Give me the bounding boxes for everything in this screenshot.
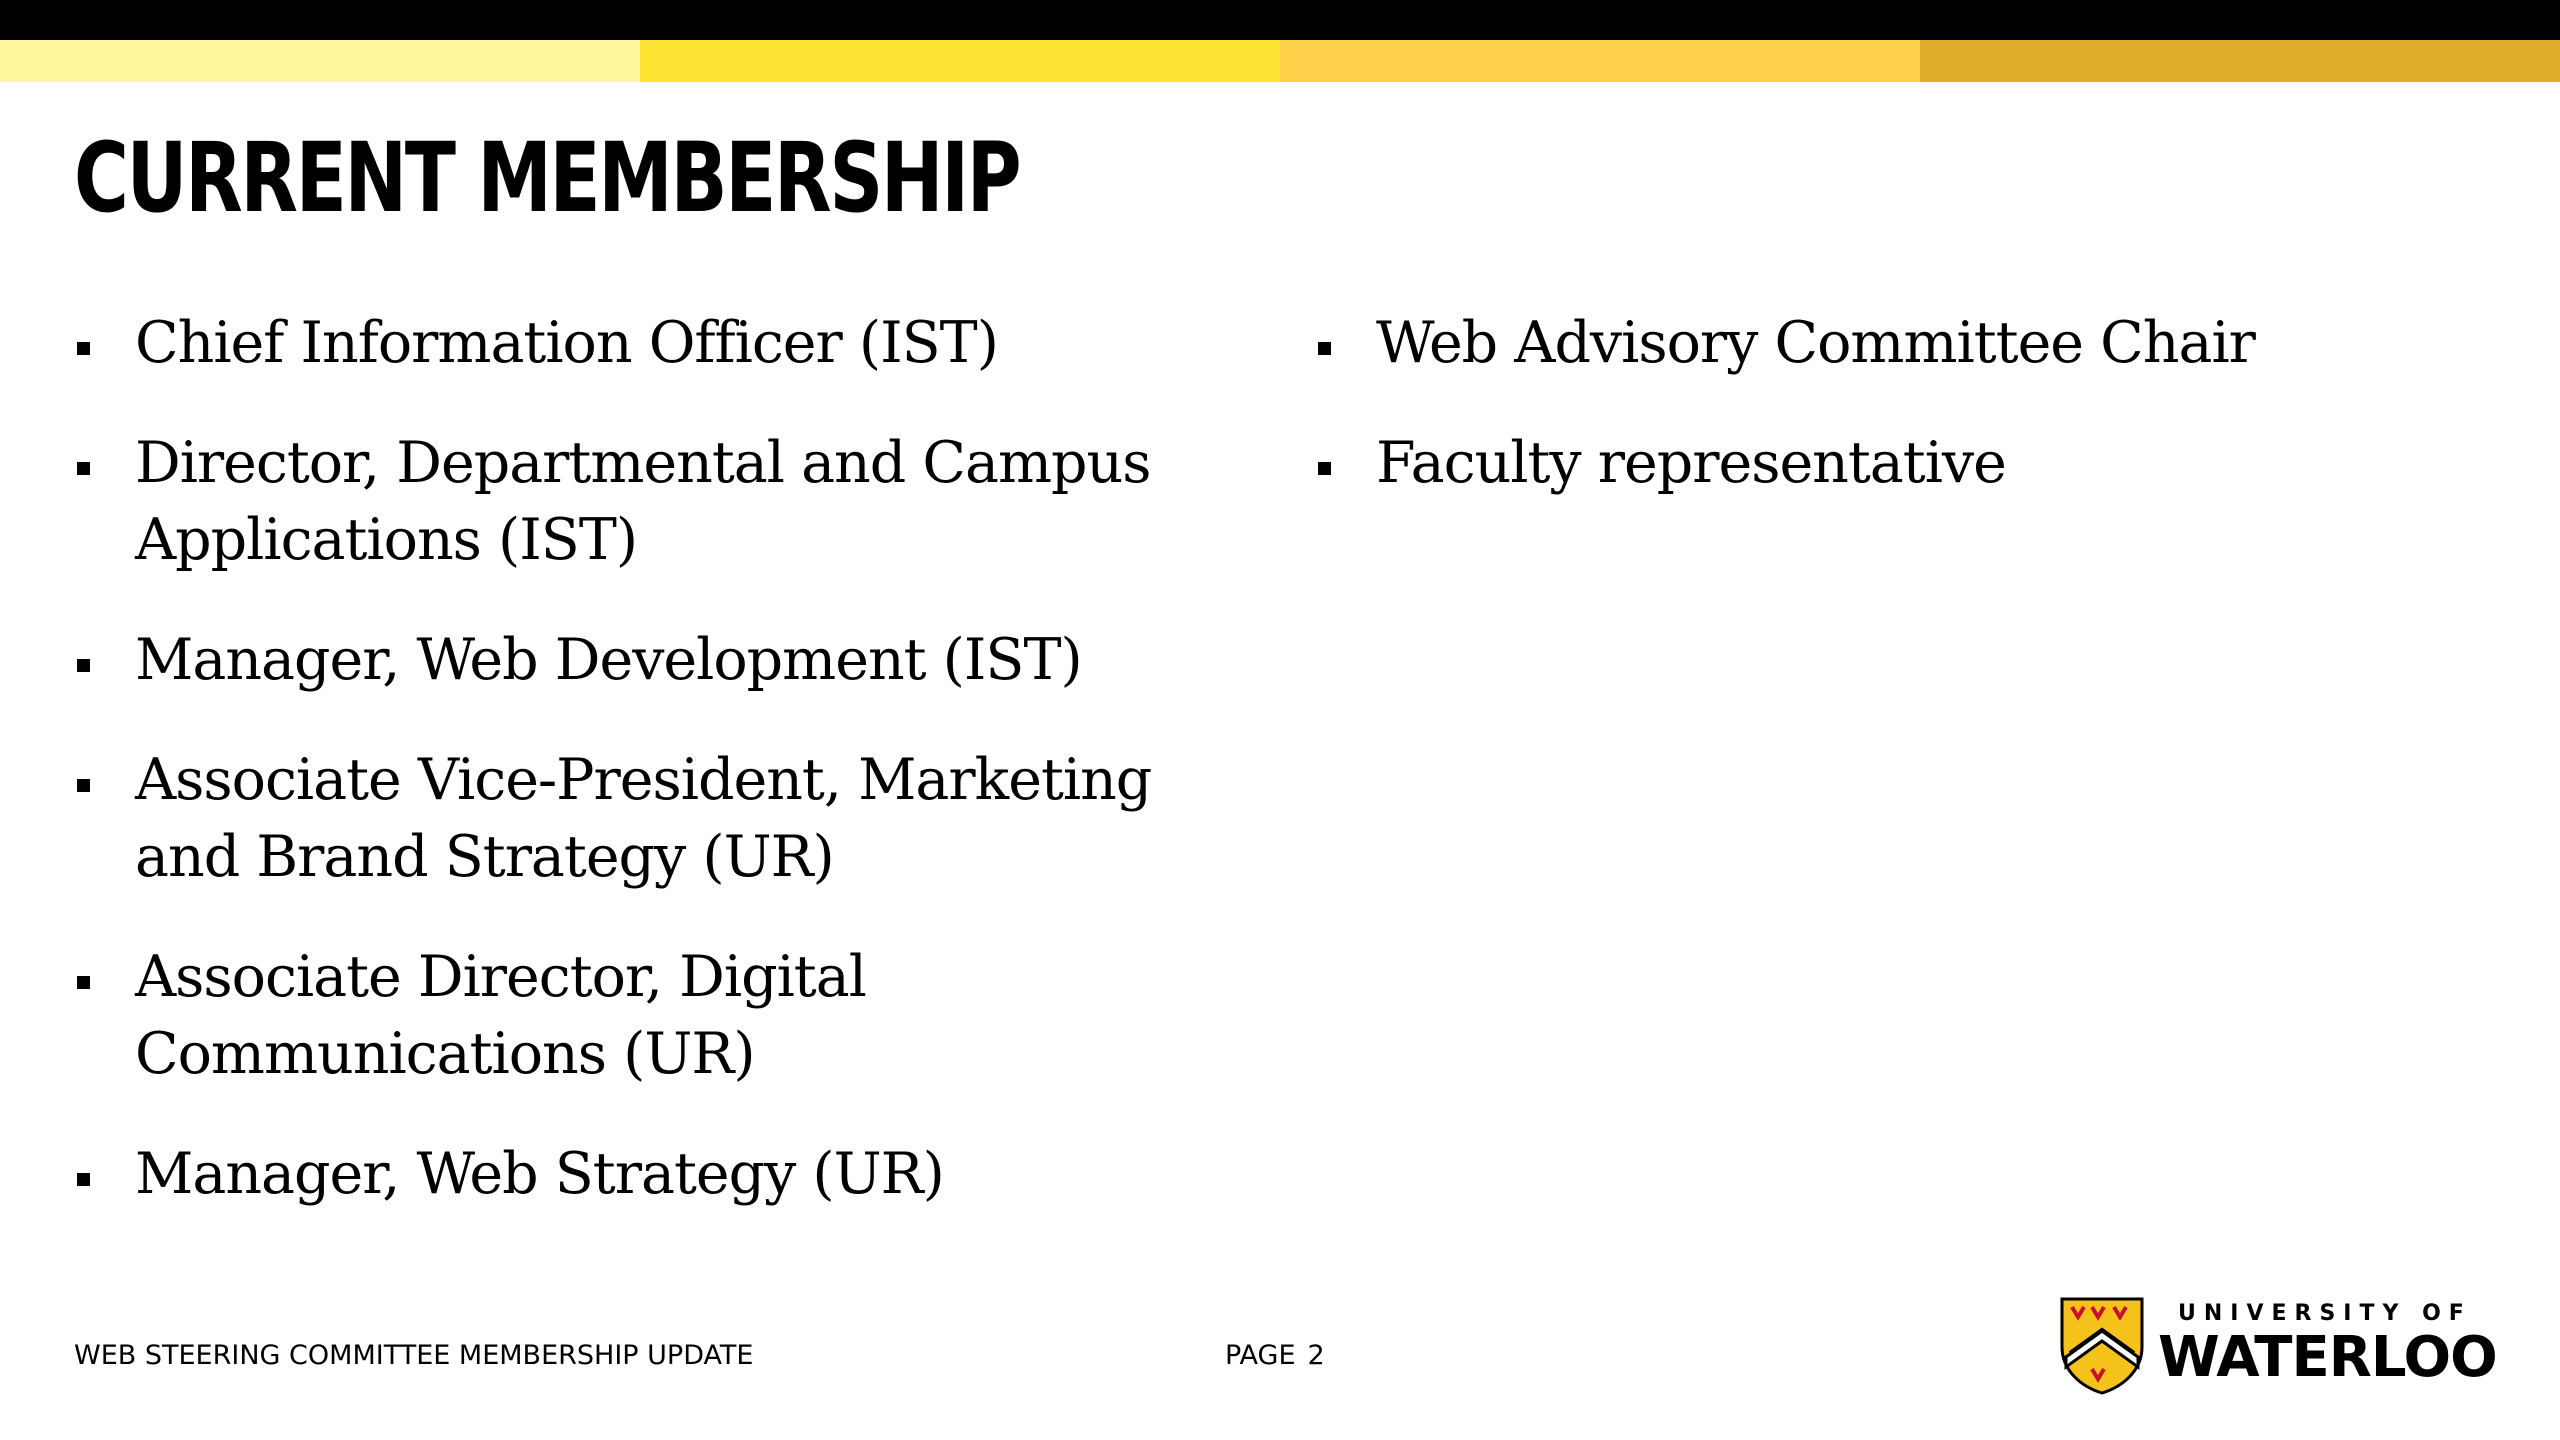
- slide-title: CURRENT MEMBERSHIP: [74, 122, 1020, 234]
- footer-presentation-title: WEB STEERING COMMITTEE MEMBERSHIP UPDATE: [74, 1340, 754, 1371]
- page-number: 2: [1307, 1340, 1325, 1371]
- university-crest-icon: [2058, 1295, 2146, 1395]
- square-bullet-icon: [77, 779, 90, 792]
- list-item: [1315, 305, 2495, 382]
- list-item: [74, 425, 1254, 579]
- list-item-label: Manager, Web Development (IST): [135, 627, 1082, 693]
- square-bullet-icon: [77, 342, 90, 355]
- list-item-label: Web Advisory Committee Chair: [1376, 310, 2255, 376]
- top-black-bar: [0, 0, 2560, 40]
- square-bullet-icon: [1318, 462, 1331, 475]
- list-item-label: Chief Information Officer (IST): [135, 310, 998, 376]
- list-item: [74, 622, 1254, 699]
- list-item-label: Associate Director, Digital Communications (UR): [135, 944, 866, 1087]
- list-item-label: Faculty representative: [1376, 430, 2006, 496]
- stripe-pale-yellow: [0, 40, 640, 82]
- page-label: PAGE: [1225, 1340, 1296, 1371]
- membership-list-left: [74, 305, 1254, 1256]
- square-bullet-icon: [77, 659, 90, 672]
- stripe-yellow: [640, 40, 1280, 82]
- list-item: [74, 742, 1254, 896]
- university-logo: [2058, 1295, 2497, 1405]
- color-stripe-bar: [0, 40, 2560, 82]
- list-item-label: Associate Vice-President, Marketing and Brand Strategy (UR): [135, 747, 1152, 890]
- square-bullet-icon: [1318, 342, 1331, 355]
- logo-waterloo: WATERLOO: [2158, 1325, 2497, 1390]
- square-bullet-icon: [77, 976, 90, 989]
- logo-university-of: UNIVERSITY OF: [2178, 1301, 2472, 1326]
- list-item: [74, 939, 1254, 1093]
- list-item-label: Director, Departmental and Campus Applications (IST): [135, 430, 1151, 573]
- membership-list-right: [1315, 305, 2495, 545]
- list-item: [1315, 425, 2495, 502]
- list-item-label: Manager, Web Strategy (UR): [135, 1141, 944, 1207]
- square-bullet-icon: [77, 462, 90, 475]
- list-item: [74, 1136, 1254, 1213]
- list-item: [74, 305, 1254, 382]
- stripe-dark-gold: [1920, 40, 2560, 82]
- square-bullet-icon: [77, 1173, 90, 1186]
- footer-page-number: [1225, 1338, 1325, 1374]
- stripe-gold: [1280, 40, 1920, 82]
